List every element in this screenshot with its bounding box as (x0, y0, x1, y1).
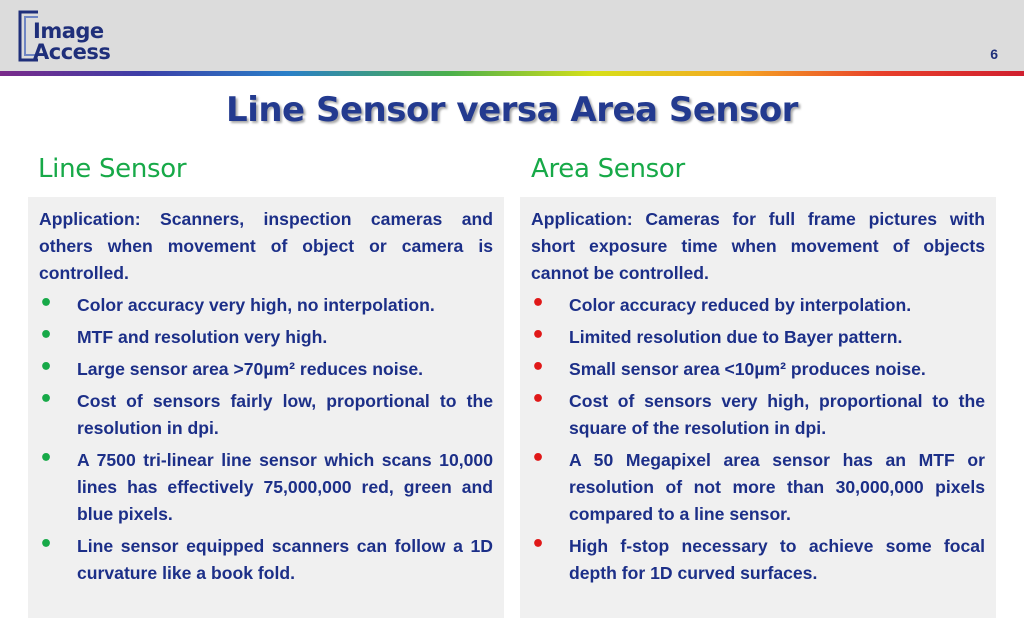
area-sensor-heading: Area Sensor (531, 154, 685, 184)
bullet-dot-icon: • (531, 291, 546, 316)
area-sensor-panel (520, 197, 996, 618)
bullet-dot-icon: • (39, 291, 54, 316)
bullet-text: A 50 Megapixel area sensor has an MTF or resolution of not more than 30,000,000 pixels compared to a line sensor. (569, 450, 985, 524)
line-sensor-bullet-list (39, 292, 493, 587)
area-sensor-application: Application: Cameras for full frame pictures with short exposure time when movement of objects cannot be controlled. (531, 209, 985, 283)
area-sensor-bullet-list (531, 292, 985, 587)
logo-line-1: Image (33, 19, 104, 43)
line-sensor-application: Application: Scanners, inspection cameras and others when movement of object or camera is controlled. (39, 209, 493, 283)
list-item (531, 447, 985, 528)
bullet-dot-icon: • (39, 355, 54, 380)
list-item (39, 324, 493, 351)
page-number: 6 (990, 46, 998, 62)
logo-line-2: Access (33, 40, 111, 64)
list-item (39, 356, 493, 383)
bullet-text: Cost of sensors fairly low, proportional to the resolution in dpi. (77, 391, 493, 438)
bullet-dot-icon: • (39, 532, 54, 557)
list-item (531, 533, 985, 587)
bullet-text: Small sensor area <10µm² produces noise. (569, 359, 926, 379)
bullet-text: Large sensor area >70µm² reduces noise. (77, 359, 424, 379)
list-item (531, 292, 985, 319)
bullet-text: Line sensor equipped scanners can follow a 1D curvature like a book fold. (77, 536, 493, 583)
list-item (39, 533, 493, 587)
list-item (39, 292, 493, 319)
rainbow-divider (0, 71, 1024, 76)
bullet-dot-icon: • (39, 387, 54, 412)
bullet-dot-icon: • (531, 446, 546, 471)
logo-wordmark (33, 21, 110, 63)
bullet-text: Color accuracy very high, no interpolation. (77, 295, 435, 315)
line-sensor-heading: Line Sensor (38, 154, 187, 184)
bullet-dot-icon: • (531, 387, 546, 412)
slide-header (0, 0, 1024, 71)
image-access-logo (18, 8, 128, 66)
list-item (531, 324, 985, 351)
list-item (531, 388, 985, 442)
list-item (531, 356, 985, 383)
slide-title: Line Sensor versa Area Sensor (226, 90, 798, 130)
bullet-text: Cost of sensors very high, proportional to the square of the resolution in dpi. (569, 391, 985, 438)
bullet-text: High f-stop necessary to achieve some focal depth for 1D curved surfaces. (569, 536, 985, 583)
bullet-dot-icon: • (531, 355, 546, 380)
bullet-text: Color accuracy reduced by interpolation. (569, 295, 912, 315)
bullet-text: MTF and resolution very high. (77, 327, 328, 347)
bullet-dot-icon: • (39, 323, 54, 348)
bullet-dot-icon: • (531, 323, 546, 348)
list-item (39, 447, 493, 528)
bullet-text: Limited resolution due to Bayer pattern. (569, 327, 903, 347)
bullet-text: A 7500 tri-linear line sensor which scans 10,000 lines has effectively 75,000,000 red, green and blue pixels. (77, 450, 493, 524)
list-item (39, 388, 493, 442)
line-sensor-panel (28, 197, 504, 618)
bullet-dot-icon: • (39, 446, 54, 471)
bullet-dot-icon: • (531, 532, 546, 557)
